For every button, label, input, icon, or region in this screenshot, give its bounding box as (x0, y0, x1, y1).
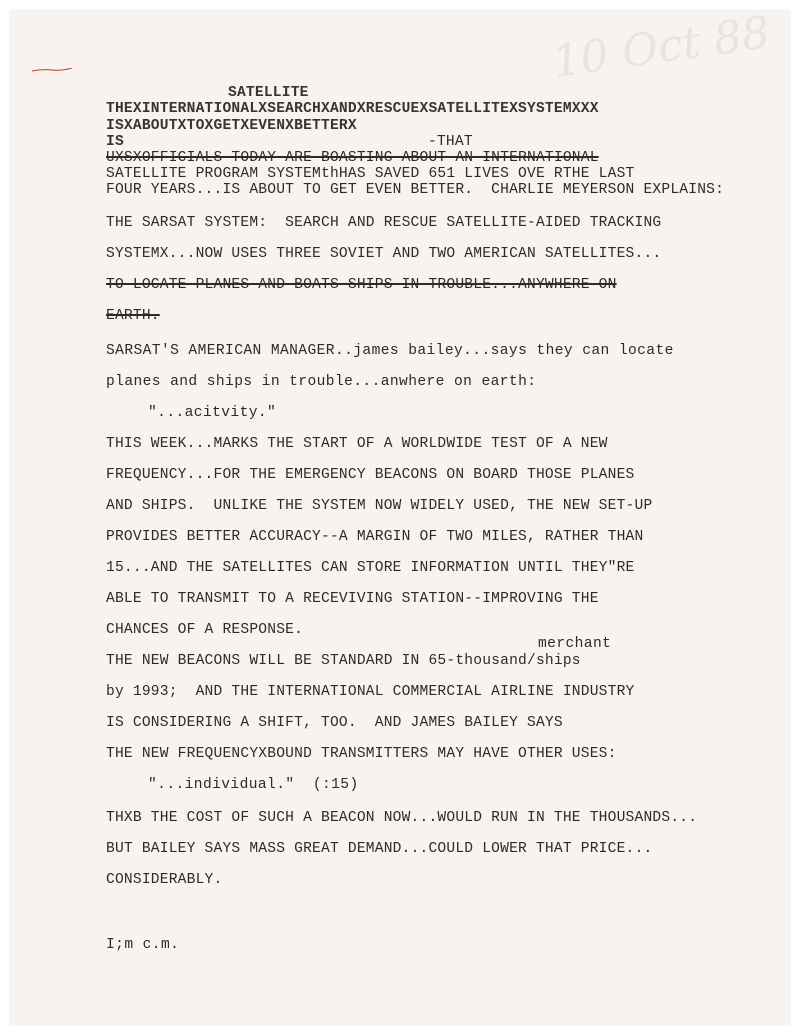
typed-line: AND SHIPS. UNLIKE THE SYSTEM NOW WIDELY USED, THE NEW SET-UP (106, 498, 653, 514)
typed-line: THE NEW FREQUENCYXBOUND TRANSMITTERS MAY HAVE OTHER USES: (106, 746, 617, 762)
inserted-word: -THAT (428, 134, 473, 150)
typed-line: FOUR YEARS...IS ABOUT TO GET EVEN BETTER. CHARLIE MEYERSON EXPLAINS: (106, 182, 725, 198)
struck-line: ISXABOUTXTOXGETXEVENXBETTERX (106, 118, 357, 134)
handwritten-date-annotation: 10 Oct 88 (549, 7, 773, 88)
typed-line: SARSAT'S AMERICAN MANAGER..james bailey...says they can locate (106, 343, 674, 359)
typed-line: ABLE TO TRANSMIT TO A RECEVIVING STATION--IMPROVING THE (106, 591, 599, 607)
typed-line: THE NEW BEACONS WILL BE STANDARD IN 65-thousand/ships (106, 653, 581, 669)
typed-page (10, 7, 790, 1025)
actuality-cue: "...acitvity." (148, 405, 277, 421)
typed-line: THE SARSAT SYSTEM: SEARCH AND RESCUE SATELLITE-AIDED TRACKING (106, 215, 662, 231)
typed-line: CHANCES OF A RESPONSE. (106, 622, 304, 638)
typed-line: by 1993; AND THE INTERNATIONAL COMMERCIAL AIRLINE INDUSTRY (106, 684, 635, 700)
typed-line: SYSTEMX...NOW USES THREE SOVIET AND TWO AMERICAN SATELLITES... (106, 246, 662, 262)
typed-line: IS (106, 134, 124, 150)
inserted-word: merchant (538, 636, 612, 652)
typed-line: CONSIDERABLY. (106, 872, 223, 888)
typed-line: SATELLITE PROGRAM SYSTEMthHAS SAVED 651 LIVES OVE RTHE LAST (106, 166, 635, 182)
actuality-cue: "...individual." (:15) (148, 777, 359, 793)
typed-line: planes and ships in trouble...anwhere on earth: (106, 374, 537, 390)
typed-line: FREQUENCY...FOR THE EMERGENCY BEACONS ON BOARD THOSE PLANES (106, 467, 635, 483)
pen-mark (32, 68, 72, 72)
typed-line: THIS WEEK...MARKS THE START OF A WORLDWIDE TEST OF A NEW (106, 436, 608, 452)
struck-line: THEXINTERNATIONALXSEARCHXANDXRESCUEXSATELLITEXSYSTEMXXX (106, 101, 599, 117)
struck-line: TO-LOCATE-PLANES-AND-BOATS-SHIPS-IN-TROUBLE...ANYWHERE-ON (106, 277, 617, 293)
typed-line: SATELLITE (228, 85, 309, 101)
typed-line: BUT BAILEY SAYS MASS GREAT DEMAND...COULD LOWER THAT PRICE... (106, 841, 653, 857)
typed-line: 15...AND THE SATELLITES CAN STORE INFORMATION UNTIL THEY"RE (106, 560, 635, 576)
typed-line: THXB THE COST OF SUCH A BEACON NOW...WOULD RUN IN THE THOUSANDS... (106, 810, 698, 826)
typed-line: PROVIDES BETTER ACCURACY--A MARGIN OF TWO MILES, RATHER THAN (106, 529, 644, 545)
typed-line: EARTH. (106, 308, 160, 324)
author-initials: I;m c.m. (106, 937, 180, 953)
typed-line: IS CONSIDERING A SHIFT, TOO. AND JAMES BAILEY SAYS (106, 715, 563, 731)
typed-line: UXSXOFFICIALS-TODAY-ARE-BOASTING-ABOUT AN INTERNATIONAL (106, 150, 599, 166)
